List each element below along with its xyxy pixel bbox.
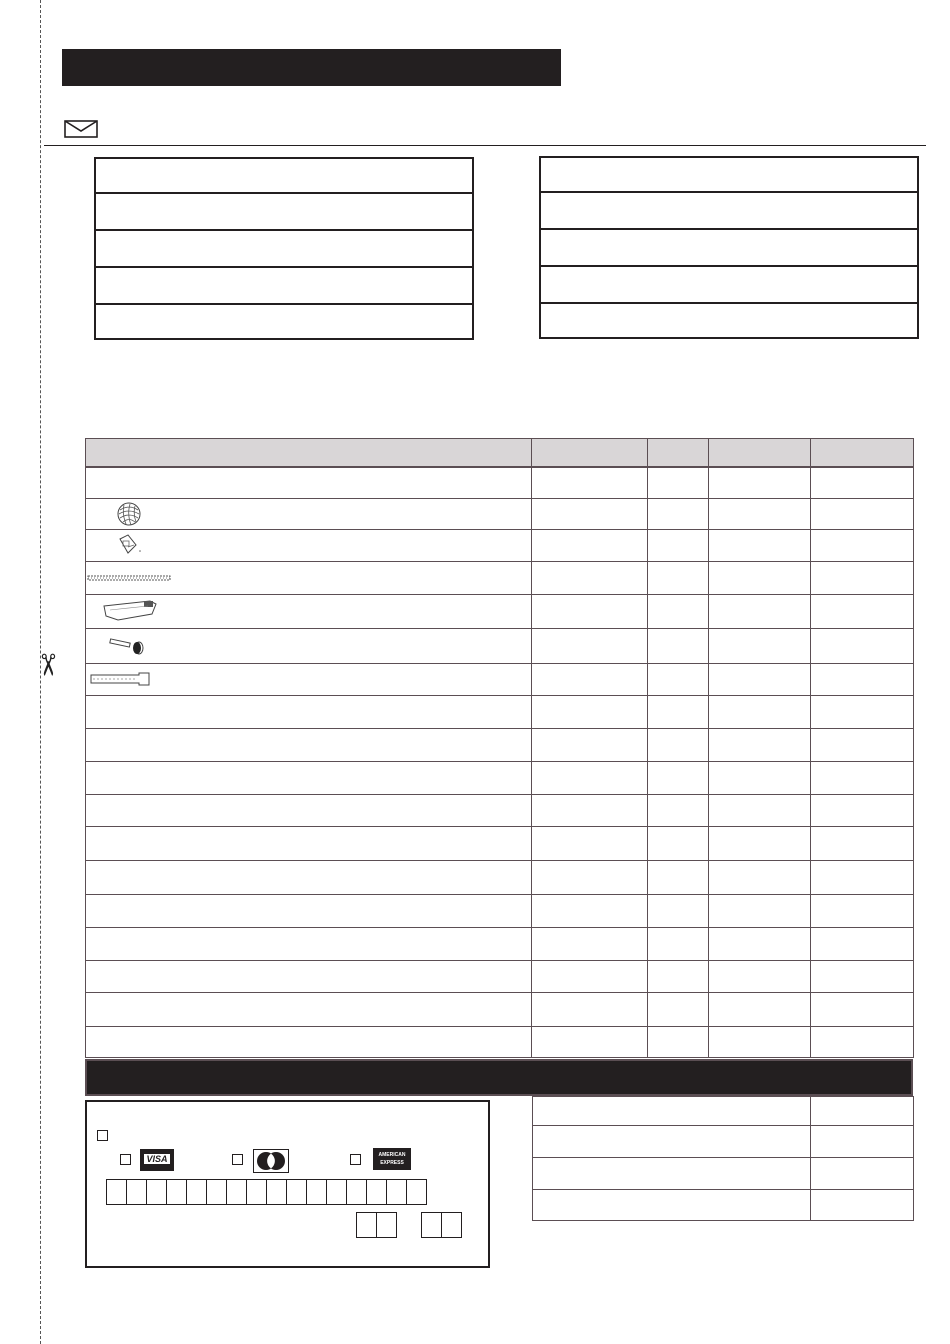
total-cell[interactable] [811,794,914,826]
total-cell[interactable] [811,826,914,860]
envelope-icon [64,120,98,138]
quantity-cell[interactable] [648,927,709,960]
expiry-digit-cell[interactable] [356,1212,378,1238]
total-cell[interactable] [811,628,914,663]
unit-price-cell[interactable] [709,529,811,561]
description-cell[interactable] [86,467,532,498]
summary-label [533,1158,811,1190]
summary-value[interactable] [811,1097,914,1126]
total-cell[interactable] [811,894,914,927]
description-cell[interactable] [86,927,532,960]
total-cell[interactable] [811,529,914,561]
summary-row [533,1126,914,1158]
order-row [86,467,914,498]
description-cell[interactable] [86,794,532,826]
title-bar [62,49,561,86]
description-cell[interactable] [86,1026,532,1057]
unit-price-cell[interactable] [709,498,811,529]
column-header-item-no [532,439,648,468]
order-row [86,794,914,826]
item-no-cell[interactable] [532,498,648,529]
description-cell[interactable] [86,960,532,992]
total-cell[interactable] [811,498,914,529]
order-row [86,594,914,628]
item-no-cell[interactable] [532,927,648,960]
visa-logo-text: VISA [146,1154,168,1164]
expiry-digit-cell[interactable] [421,1212,443,1238]
total-cell[interactable] [811,960,914,992]
quantity-cell[interactable] [648,1026,709,1057]
summary-row [533,1158,914,1190]
ball-of-yarn-icon [114,501,144,527]
order-row [86,927,914,960]
description-cell[interactable] [86,663,532,695]
card-number-digit-cell[interactable] [206,1179,228,1205]
unit-price-cell[interactable] [709,927,811,960]
summary-row [533,1190,914,1221]
order-table [85,438,914,1058]
totals-bar [85,1059,913,1096]
item-no-cell[interactable] [532,695,648,728]
description-cell[interactable] [86,628,532,663]
order-table-header [86,439,914,468]
unit-price-cell[interactable] [709,1026,811,1057]
amex-logo-icon [373,1148,411,1170]
order-row [86,1026,914,1057]
unit-price-cell[interactable] [709,561,811,594]
order-row [86,860,914,894]
card-number-digit-cell[interactable] [186,1179,208,1205]
summary-row [533,1097,914,1126]
card-number-digit-cell[interactable] [326,1179,348,1205]
amex-checkbox[interactable] [350,1154,361,1165]
unit-price-cell[interactable] [709,695,811,728]
order-row [86,663,914,695]
item-no-cell[interactable] [532,992,648,1026]
item-no-cell[interactable] [532,561,648,594]
total-cell[interactable] [811,728,914,761]
total-cell[interactable] [811,467,914,498]
item-no-cell[interactable] [532,794,648,826]
summary-value[interactable] [811,1158,914,1190]
unit-price-cell[interactable] [709,761,811,794]
description-cell[interactable] [86,992,532,1026]
card-number-digit-cell[interactable] [346,1179,368,1205]
quantity-cell[interactable] [648,860,709,894]
total-cell[interactable] [811,927,914,960]
visa-checkbox[interactable] [120,1154,131,1165]
card-number-digit-cell[interactable] [146,1179,168,1205]
card-number-digit-cell[interactable] [246,1179,268,1205]
card-number-digit-cell[interactable] [366,1179,388,1205]
total-cell[interactable] [811,1026,914,1057]
item-no-cell[interactable] [532,728,648,761]
scissors-icon: ✂ [29,652,65,678]
summary-label [533,1190,811,1221]
card-number-digit-cell[interactable] [226,1179,248,1205]
description-cell[interactable] [86,860,532,894]
description-cell[interactable] [86,826,532,860]
quantity-cell[interactable] [648,794,709,826]
unit-price-cell[interactable] [709,594,811,628]
unit-price-cell[interactable] [709,663,811,695]
column-header-description [86,439,532,468]
quantity-cell[interactable] [648,467,709,498]
description-cell[interactable] [86,529,532,561]
unit-price-cell[interactable] [709,467,811,498]
summary-value[interactable] [811,1126,914,1158]
card-number-digit-cell[interactable] [386,1179,408,1205]
unit-price-cell[interactable] [709,728,811,761]
total-cell[interactable] [811,992,914,1026]
total-cell[interactable] [811,561,914,594]
needle-gauge-icon [89,669,153,689]
quantity-cell[interactable] [648,761,709,794]
order-row [86,529,914,561]
order-row [86,992,914,1026]
quantity-cell[interactable] [648,663,709,695]
order-row [86,695,914,728]
item-no-cell[interactable] [532,529,648,561]
card-number-digit-cell[interactable] [266,1179,288,1205]
unit-price-cell[interactable] [709,894,811,927]
card-number-cells [107,1179,427,1205]
quantity-cell[interactable] [648,561,709,594]
pattern-card-icon [114,533,144,557]
order-row [86,826,914,860]
quantity-cell[interactable] [648,728,709,761]
description-cell[interactable] [86,561,532,594]
quantity-cell[interactable] [648,894,709,927]
amex-logo-text: AMERICAN EXPRESS [378,1152,406,1166]
quantity-cell[interactable] [648,594,709,628]
column-header-quantity [648,439,709,468]
quantity-cell[interactable] [648,826,709,860]
card-number-digit-cell[interactable] [406,1179,428,1205]
total-cell[interactable] [811,761,914,794]
recipient-address-block [539,156,919,339]
unit-price-cell[interactable] [709,794,811,826]
unit-price-cell[interactable] [709,628,811,663]
description-cell[interactable] [86,594,532,628]
item-no-cell[interactable] [532,1026,648,1057]
item-no-cell[interactable] [532,860,648,894]
summary-table [532,1096,914,1221]
quantity-cell[interactable] [648,628,709,663]
unit-price-cell[interactable] [709,860,811,894]
item-no-cell[interactable] [532,894,648,927]
column-header-total [811,439,914,468]
item-no-cell[interactable] [532,960,648,992]
order-row [86,498,914,529]
total-cell[interactable] [811,695,914,728]
unit-price-cell[interactable] [709,960,811,992]
total-cell[interactable] [811,594,914,628]
quantity-cell[interactable] [648,992,709,1026]
item-no-cell[interactable] [532,663,648,695]
item-no-cell[interactable] [532,761,648,794]
section-divider [44,145,926,146]
order-row [86,561,914,594]
expiry-digit-cell[interactable] [441,1212,463,1238]
expiry-digit-cell[interactable] [376,1212,398,1238]
item-no-cell[interactable] [532,467,648,498]
payment-box [85,1100,490,1268]
quantity-cell[interactable] [648,960,709,992]
order-row [86,894,914,927]
mastercard-checkbox[interactable] [232,1154,243,1165]
description-cell[interactable] [86,761,532,794]
item-no-cell[interactable] [532,628,648,663]
summary-label [533,1097,811,1126]
card-number-digit-cell[interactable] [286,1179,308,1205]
quantity-cell[interactable] [648,498,709,529]
item-no-cell[interactable] [532,594,648,628]
item-no-cell[interactable] [532,826,648,860]
quantity-cell[interactable] [648,695,709,728]
card-number-digit-cell[interactable] [166,1179,188,1205]
card-number-digit-cell[interactable] [306,1179,328,1205]
total-cell[interactable] [811,663,914,695]
order-row [86,728,914,761]
unit-price-cell[interactable] [709,826,811,860]
knitting-tool-icon [100,598,160,624]
order-row [86,628,914,663]
chain-strip-icon [87,573,171,583]
description-cell[interactable] [86,695,532,728]
expiry-year-cells [422,1212,462,1238]
visa-logo-icon [140,1149,174,1171]
card-number-digit-cell[interactable] [106,1179,128,1205]
expiry-month-cells [357,1212,397,1238]
payment-method-checkbox[interactable] [97,1130,108,1141]
summary-label [533,1126,811,1158]
summary-value[interactable] [811,1190,914,1221]
unit-price-cell[interactable] [709,992,811,1026]
description-cell[interactable] [86,498,532,529]
mastercard-logo-icon [253,1149,289,1173]
card-number-digit-cell[interactable] [126,1179,148,1205]
order-row [86,960,914,992]
pin-and-cap-icon [108,636,148,656]
quantity-cell[interactable] [648,529,709,561]
description-cell[interactable] [86,894,532,927]
sender-address-block [94,157,474,340]
order-row [86,761,914,794]
total-cell[interactable] [811,860,914,894]
description-cell[interactable] [86,728,532,761]
column-header-unit-price [709,439,811,468]
